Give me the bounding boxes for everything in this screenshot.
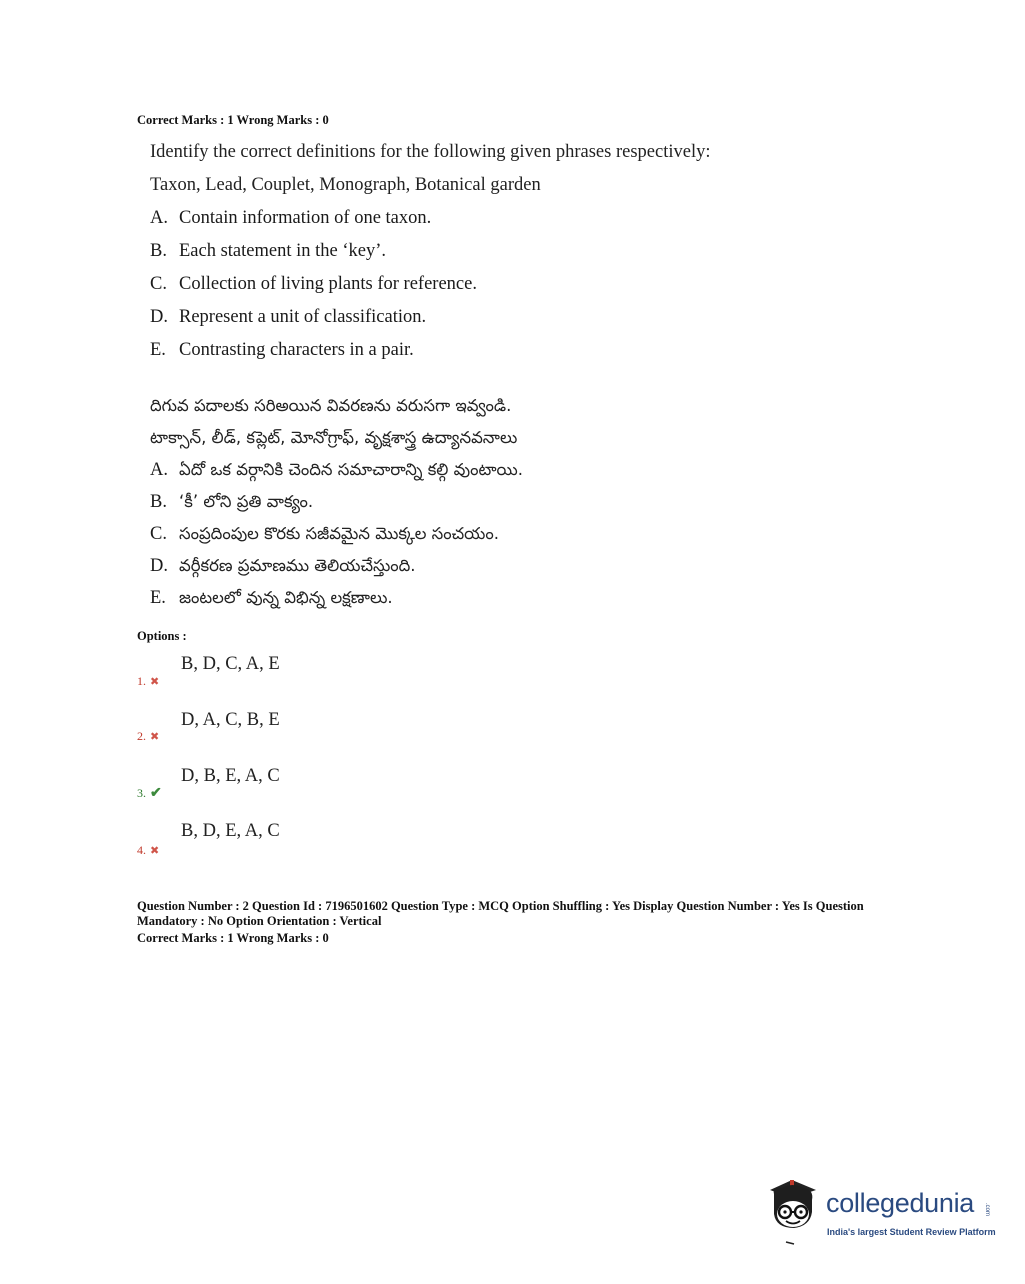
- marks-line: Correct Marks : 1 Wrong Marks : 0: [137, 113, 329, 127]
- question-info-line: Mandatory : No Option Orientation : Vertical: [137, 914, 382, 928]
- question-prompt: Identify the correct definitions for the following given phrases respectively:: [150, 142, 711, 162]
- item-text: సంప్రదింపుల కొరకు సజీవమైన మొక్కల సంచయం.: [179, 524, 499, 543]
- item-text: జంటలలో వున్న విభిన్న లక్షణాలు.: [179, 588, 393, 607]
- option-number-label: 2.: [137, 729, 146, 743]
- item-text: ‘కీ’ లోని ప్రతి వాక్యం.: [179, 492, 314, 511]
- option-number-label: 4.: [137, 843, 146, 857]
- telugu-prompt: దిగువ పదాలకు సరిఅయిన వివరణను వరుసగా ఇవ్వండి.: [150, 396, 512, 415]
- brand-suffix: .com: [984, 1203, 990, 1217]
- item-text: Represent a unit of classification.: [179, 307, 427, 327]
- item-letter: E.: [150, 340, 166, 360]
- question-item: [150, 241, 386, 262]
- cross-icon: ✖: [150, 845, 160, 857]
- telugu-item: [150, 492, 313, 515]
- question-info-line: Question Number : 2 Question Id : 7196501602 Question Type : MCQ Option Shuffling : Yes Display Question Number : Yes Is Question: [137, 899, 864, 913]
- cross-icon: ✖: [150, 676, 160, 688]
- cross-icon: ✖: [150, 731, 160, 743]
- option-text: D, B, E, A, C: [181, 766, 280, 786]
- option-text: D, A, C, B, E: [181, 710, 280, 730]
- option-number: [137, 843, 159, 858]
- item-text: Contrasting characters in a pair.: [179, 340, 414, 360]
- item-text: Collection of living plants for reference.: [179, 274, 477, 294]
- question-item: [150, 340, 414, 361]
- marks-line: Correct Marks : 1 Wrong Marks : 0: [137, 931, 329, 945]
- item-text: వర్గీకరణ ప్రమాణము తెలియచేస్తుంది.: [179, 556, 416, 575]
- question-item: [150, 307, 426, 328]
- item-letter: E.: [150, 588, 166, 608]
- item-letter: C.: [150, 524, 167, 544]
- telugu-item: [150, 588, 393, 611]
- option-number: [137, 729, 159, 744]
- options-label: Options :: [137, 629, 187, 643]
- item-letter: B.: [150, 492, 167, 512]
- item-text: ఏదో ఒక వర్గానికి చెందిన సమాచారాన్ని కల్గి వుంటాయి.: [179, 460, 523, 479]
- brand-name: collegedunia: [826, 1188, 975, 1218]
- option-text: B, D, C, A, E: [181, 654, 280, 674]
- question-item: [150, 274, 477, 295]
- item-letter: B.: [150, 241, 167, 261]
- option-text: B, D, E, A, C: [181, 821, 280, 841]
- question-info: [137, 899, 907, 929]
- telugu-phrases: టాక్సాన్, లీడ్, కప్లెట్, మోనోగ్రాఫ్, వృక్షశాస్త్ర ఉద్యానవనాలు: [150, 428, 518, 447]
- question-item: [150, 208, 431, 229]
- item-letter: D.: [150, 307, 168, 327]
- check-icon: ✔: [150, 786, 162, 801]
- item-letter: A.: [150, 460, 168, 480]
- option-number: [137, 785, 162, 802]
- item-text: Each statement in the ‘key’.: [179, 241, 387, 261]
- item-text: Contain information of one taxon.: [179, 208, 432, 228]
- option-number-label: 1.: [137, 674, 146, 688]
- item-letter: C.: [150, 274, 167, 294]
- telugu-item: [150, 556, 416, 579]
- option-number: [137, 674, 159, 689]
- item-letter: A.: [150, 208, 168, 228]
- brand-tagline: India's largest Student Review Platform: [827, 1227, 996, 1237]
- telugu-item: [150, 460, 523, 483]
- question-phrases: Taxon, Lead, Couplet, Monograph, Botanical garden: [150, 175, 541, 195]
- telugu-item: [150, 524, 499, 547]
- item-letter: D.: [150, 556, 168, 576]
- option-number-label: 3.: [137, 786, 146, 800]
